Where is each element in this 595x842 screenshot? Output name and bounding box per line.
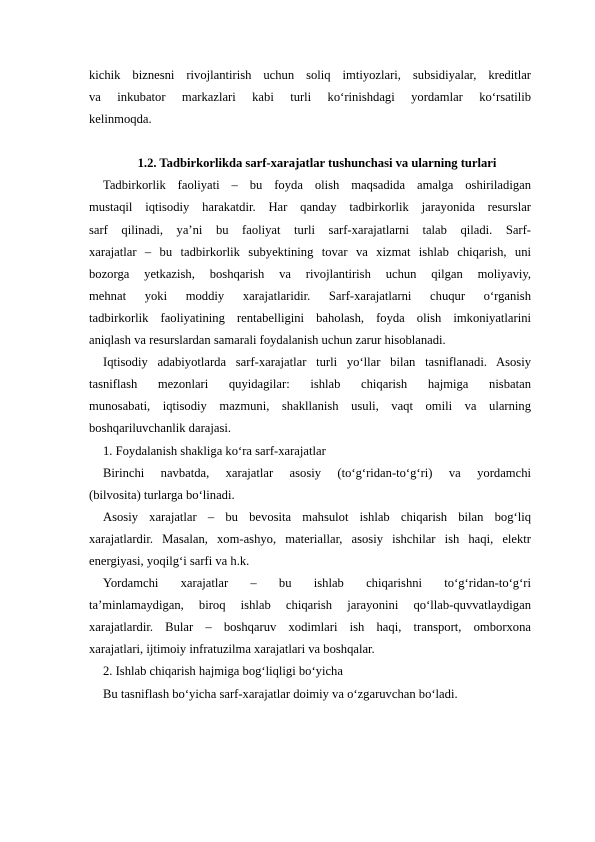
paragraph-auxiliary-costs xyxy=(89,572,531,660)
text-line: kichik biznesni rivojlantirish uchun soliq imtiyozlari, subsidiyalar, kreditlar xyxy=(89,68,531,82)
text-line: boshqariluvchanlik darajasi. xyxy=(89,421,231,436)
text-line: mehnat yoki moddiy xarajatlaridir. Sarf-xarajatlarni chuqur o‘rganish xyxy=(89,288,531,303)
paragraph-definition xyxy=(89,174,531,351)
text-line: bozorga yetkazish, boshqarish va rivojlantirish uchun qilgan moliyaviy, xyxy=(89,266,531,281)
text-line: xarajatlar – bu tadbirkorlik subyektining tovar va xizmat ishlab chiqarish, uni xyxy=(89,244,531,259)
text-line: 2. Ishlab chiqarish hajmiga bog‘liqligi bo‘yicha xyxy=(103,664,343,679)
text-line: sarf qilinadi, ya’ni bu faoliyat turli sarf-xarajatlarni talab qiladi. Sarf- xyxy=(89,222,531,237)
text-line: Asosiy xarajatlar – bu bevosita mahsulot ishlab chiqarish bilan bog‘liq xyxy=(103,509,531,524)
text-line: aniqlash va resurslardan samarali foydalanish uchun zarur hisoblanadi. xyxy=(89,333,446,348)
text-line: (bilvosita) turlarga bo‘linadi. xyxy=(89,487,235,502)
text-line: xarajatlardir. Masalan, xom-ashyo, materiallar, asosiy ishchilar ish haqi, elektr xyxy=(89,531,531,546)
spacer xyxy=(89,130,531,152)
subheading-production-volume xyxy=(89,660,531,682)
text-line: Iqtisodiy adabiyotlarda sarf-xarajatlar turli yo‘llar bilan tasniflanadi. Asosiy xyxy=(103,355,531,370)
intro-paragraph xyxy=(89,64,531,130)
text-line: Yordamchi xarajatlar – bu ishlab chiqarishni to‘g‘ridan-to‘g‘ri xyxy=(103,576,531,591)
text-line: 1. Foydalanish shakliga ko‘ra sarf-xarajatlar xyxy=(103,443,326,458)
section-heading: 1.2. Tadbirkorlikda sarf-xarajatlar tushunchasi va ularning turlari xyxy=(137,156,497,171)
text-line: energiyasi, yoqilg‘i sarfi va h.k. xyxy=(89,553,250,568)
text-line: mustaqil iqtisodiy harakatdir. Har qanday tadbirkorlik jarayonida resurslar xyxy=(89,200,531,215)
text-line: tasniflash mezonlari quyidagilar: ishlab chiqarish hajmiga nisbatan xyxy=(89,377,531,392)
text-line: va inkubator markazlari kabi turli ko‘rinishdagi yordamlar ko‘rsatilib xyxy=(89,90,531,105)
paragraph-fixed-variable xyxy=(89,683,531,705)
text-line: Birinchi navbatda, xarajatlar asosiy (to‘g‘ridan-to‘g‘ri) va yordamchi xyxy=(103,465,531,480)
text-line: xarajatlardir. Bular – boshqaruv xodimlari ish haqi, transport, omborxona xyxy=(89,620,531,635)
text-line: xarajatlari, ijtimoiy infratuzilma xarajatlari va boshqalar. xyxy=(89,642,375,657)
document-page xyxy=(89,64,531,705)
subheading-usage-form xyxy=(89,440,531,462)
text-line: Tadbirkorlik faoliyati – bu foyda olish maqsadida amalga oshiriladigan xyxy=(103,178,531,193)
text-line: munosabati, iqtisodiy mazmuni, shakllanish usuli, vaqt omili va ularning xyxy=(89,399,531,414)
paragraph-main-costs xyxy=(89,506,531,572)
text-line: ta’minlamaydigan, biroq ishlab chiqarish jarayonini qo‘llab-quvvatlaydigan xyxy=(89,598,531,613)
paragraph-classification xyxy=(89,351,531,439)
paragraph-main-auxiliary xyxy=(89,462,531,506)
text-line: kelinmoqda. xyxy=(89,112,152,127)
text-line: tadbirkorlik faoliyatining rentabelligini baholash, foyda olish imkoniyatlarini xyxy=(89,310,531,325)
text-line: Bu tasniflash bo‘yicha sarf-xarajatlar doimiy va o‘zgaruvchan bo‘ladi. xyxy=(103,686,458,701)
